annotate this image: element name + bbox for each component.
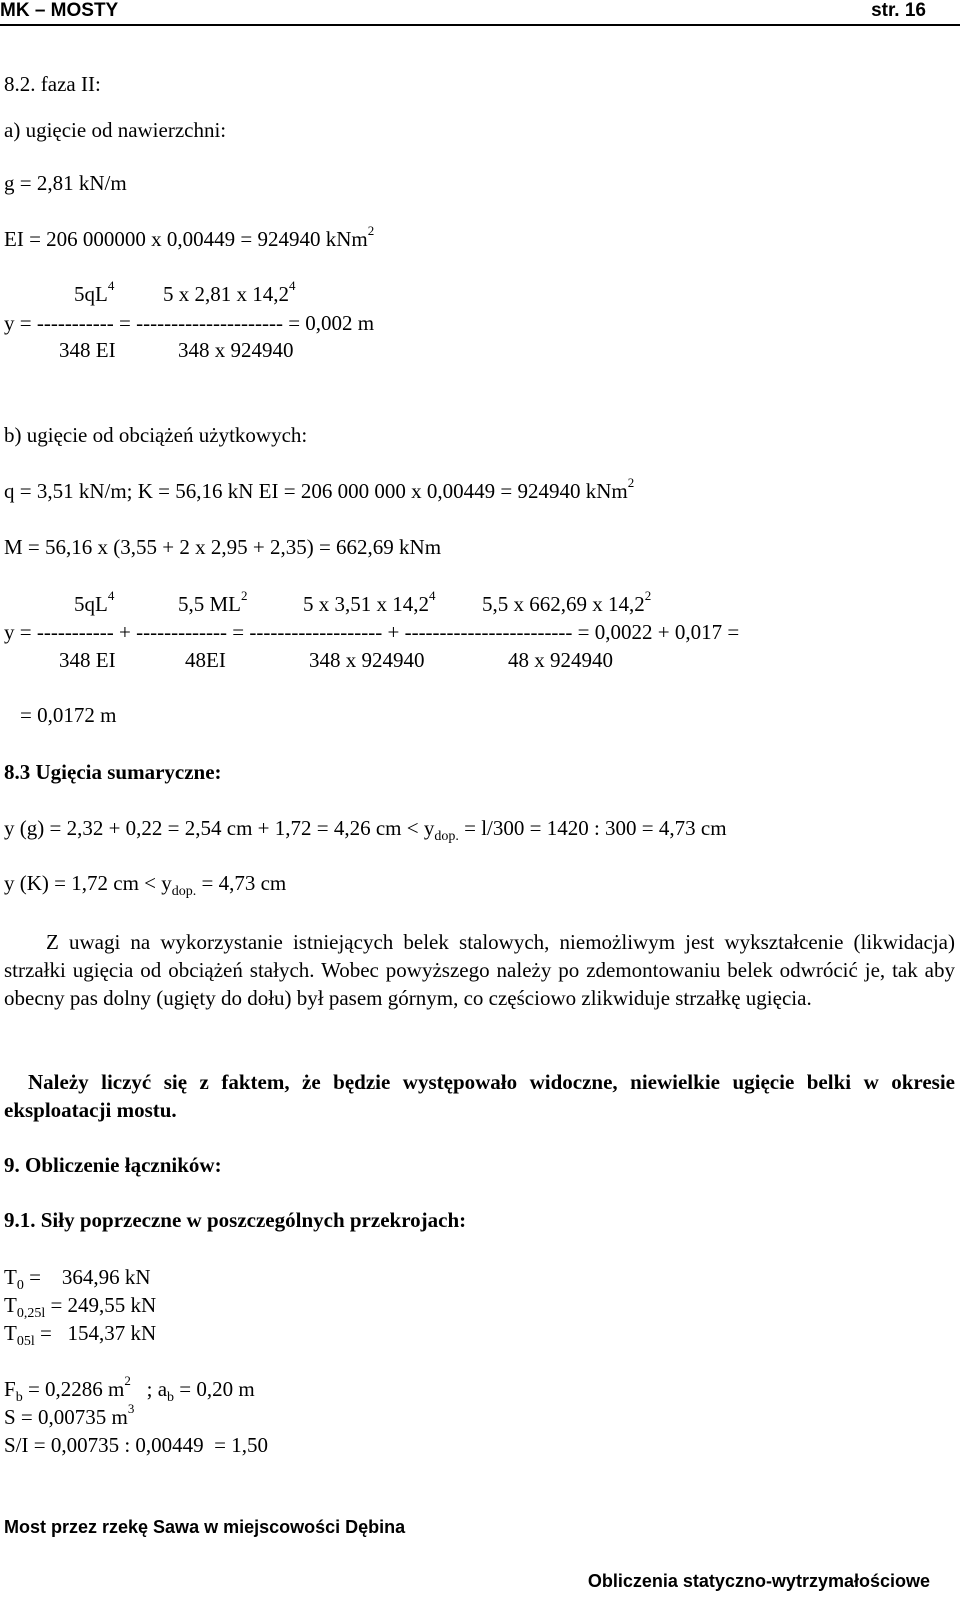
header-divider [0, 24, 960, 26]
paragraph-deflection-note: Z uwagi na wykorzystanie istniejących belek stalowych, niemożliwym jest wykształcenie (likwidacja) strzałki ugięcia od obciążeń stałych. Wobec powyższego należy po zdemontowaniu belek odwrócić je, tak aby obecny pas dolny (ugięty do dołu) był pasem górnym, co częściowo zlikwiduje strzałkę ugięcia. [4, 930, 955, 1010]
frac2-denominator-1: 348 EI [59, 648, 116, 672]
frac1-equation: y = ----------- = --------------------- = 0,002 m [4, 311, 375, 335]
g-load-line: g = 2,81 kN/m [4, 171, 127, 195]
frac1-denominator-2: 348 x 924940 [178, 338, 294, 362]
frac2-numerator-2: 5,5 $ML^2$ [178, 588, 248, 616]
ei-line: EI = 206 000000 x 0,00449 = 924940 kNm$^2$ [4, 223, 375, 251]
fb-ab-line: $F_b = 0,2286$ $m^2$ ; $a_b = 0,20$ m [4, 1373, 255, 1405]
t025-line: $T_{0,25l} = 249,55$ kN [4, 1293, 157, 1321]
result-line: = 0,0172 m [20, 703, 117, 727]
si-line: S/I = 0,00735 : 0,00449 = 1,50 [4, 1433, 269, 1457]
header-title: MK – MOSTY [0, 0, 119, 21]
section-8-2-title: 8.2. faza II: [4, 72, 101, 96]
frac1-numerator-1: $5qL^4$ [74, 278, 115, 306]
frac2-denominator-2: 48EI [185, 648, 226, 672]
frac2-denominator-4: 48 x 924940 [508, 648, 613, 672]
moment-line: M = 56,16 x (3,55 + 2 x 2,95 + 2,35) = 662,69 kNm [4, 535, 442, 559]
frac2-numerator-3: 5 x 3,51 x 14,2$^4$ [303, 588, 436, 616]
footer-right: Obliczenia statyczno-wytrzymałościowe [587, 1571, 930, 1591]
section-9-title: 9. Obliczenie łączników: [4, 1153, 222, 1177]
subsection-b-title: b) ugięcie od obciążeń użytkowych: [4, 423, 308, 447]
section-8-3-title: 8.3 Ugięcia sumaryczne: [4, 760, 222, 784]
section-9-1-title: 9.1. Siły poprzeczne w poszczególnych przekrojach: [4, 1208, 467, 1232]
frac2-numerator-4: 5,5 x 662,69 x 14,2$^2$ [482, 588, 652, 616]
q-load-line: q = 3,51 kN/m; K = 56,16 kN EI = 206 000 000 x 0,00449 = 924940 kNm$^2$ [4, 475, 635, 503]
frac1-denominator-1: 348 EI [59, 338, 116, 362]
frac2-equation: y = ----------- + ------------- = ------------------- + ------------------------ = 0,0022 + 0,017 = [4, 620, 740, 644]
paragraph-warning: Należy liczyć się z faktem, że będzie występowało widoczne, niewielkie ugięcie belki w okresie eksploatacji mostu. [4, 1070, 955, 1122]
yg-line: y (g) = 2,32 + 0,22 = 2,54 cm + 1,72 = 4,26 cm < $y_{dop.} = l/300 = 1420$ : 300 = 4,73 cm [4, 816, 727, 844]
frac1-numerator-2: 5 x 2,81 x 14,2$^4$ [163, 278, 296, 306]
frac2-numerator-1: $5qL^4$ [74, 588, 115, 616]
yk-line: y (K) = 1,72 cm < $y_{dop.} = 4,73$ cm [4, 871, 287, 899]
frac2-denominator-3: 348 x 924940 [309, 648, 425, 672]
t0-line: $T_0$ = 364,96 kN [4, 1265, 151, 1293]
footer-left: Most przez rzekę Sawa w miejscowości Dębina [4, 1517, 406, 1537]
subsection-a-title: a) ugięcie od nawierzchni: [4, 118, 227, 142]
page-number: str. 16 [871, 0, 926, 21]
t05-line: $T_{05l} = 154,37$ kN [4, 1321, 157, 1349]
s-line: S = 0,00735 $m^3$ [4, 1401, 135, 1429]
